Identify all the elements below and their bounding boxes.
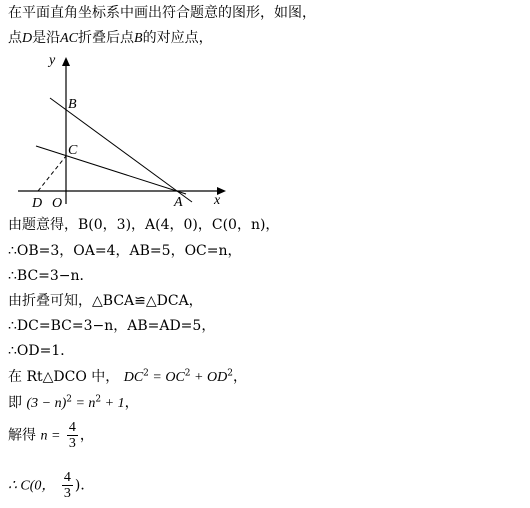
label-a: A <box>174 195 183 210</box>
label-o: O <box>52 196 63 211</box>
fraction-4-3: $\frac{4}{3}$ <box>68 420 76 451</box>
solution-line-6: ∴OD=1． <box>8 343 75 359</box>
intro-line-1: 在平面直角坐标系中画出符合题意的图形，如图， <box>8 5 316 21</box>
label-c: C <box>68 143 78 158</box>
solution-line-3: ∴BC=3−n． <box>8 268 94 284</box>
label-d: D <box>32 196 43 211</box>
line-ca <box>36 146 186 194</box>
label-b: B <box>68 97 77 112</box>
label-y: y <box>49 54 56 68</box>
solution-line-1: 由题意得，B(0，3)，A(4，0)，C(0，n)， <box>8 217 280 233</box>
line-dc-dashed <box>38 156 66 191</box>
solution-line-8: 即 $(3 - n)^2 = n^2 + 1$， <box>8 394 139 411</box>
fraction-4-3-c: $\frac{4}{3}$ <box>63 470 71 501</box>
intro-line-2: 点D是沿AC折叠后点B的对应点， <box>8 30 213 46</box>
solution-line-7: 在 Rt△DCO 中， $DC^2 = OC^2 + OD^2$， <box>8 368 247 385</box>
coordinate-figure <box>14 54 234 214</box>
solution-line-4: 由折叠可知，△BCA≌△DCA， <box>8 293 203 309</box>
solution-line-5: ∴DC=BC=3−n，AB=AD=5， <box>8 318 216 334</box>
solution-line-2: ∴OB=3，OA=4，AB=5，OC=n， <box>8 243 242 259</box>
solution-line-9: 解得 n = $\frac{4}{3}$ ， <box>8 420 94 451</box>
y-axis-arrow <box>62 57 70 66</box>
label-x: x <box>214 193 221 208</box>
solution-line-10: ∴ C(0， $\frac{4}{3}$ )． <box>8 470 95 501</box>
